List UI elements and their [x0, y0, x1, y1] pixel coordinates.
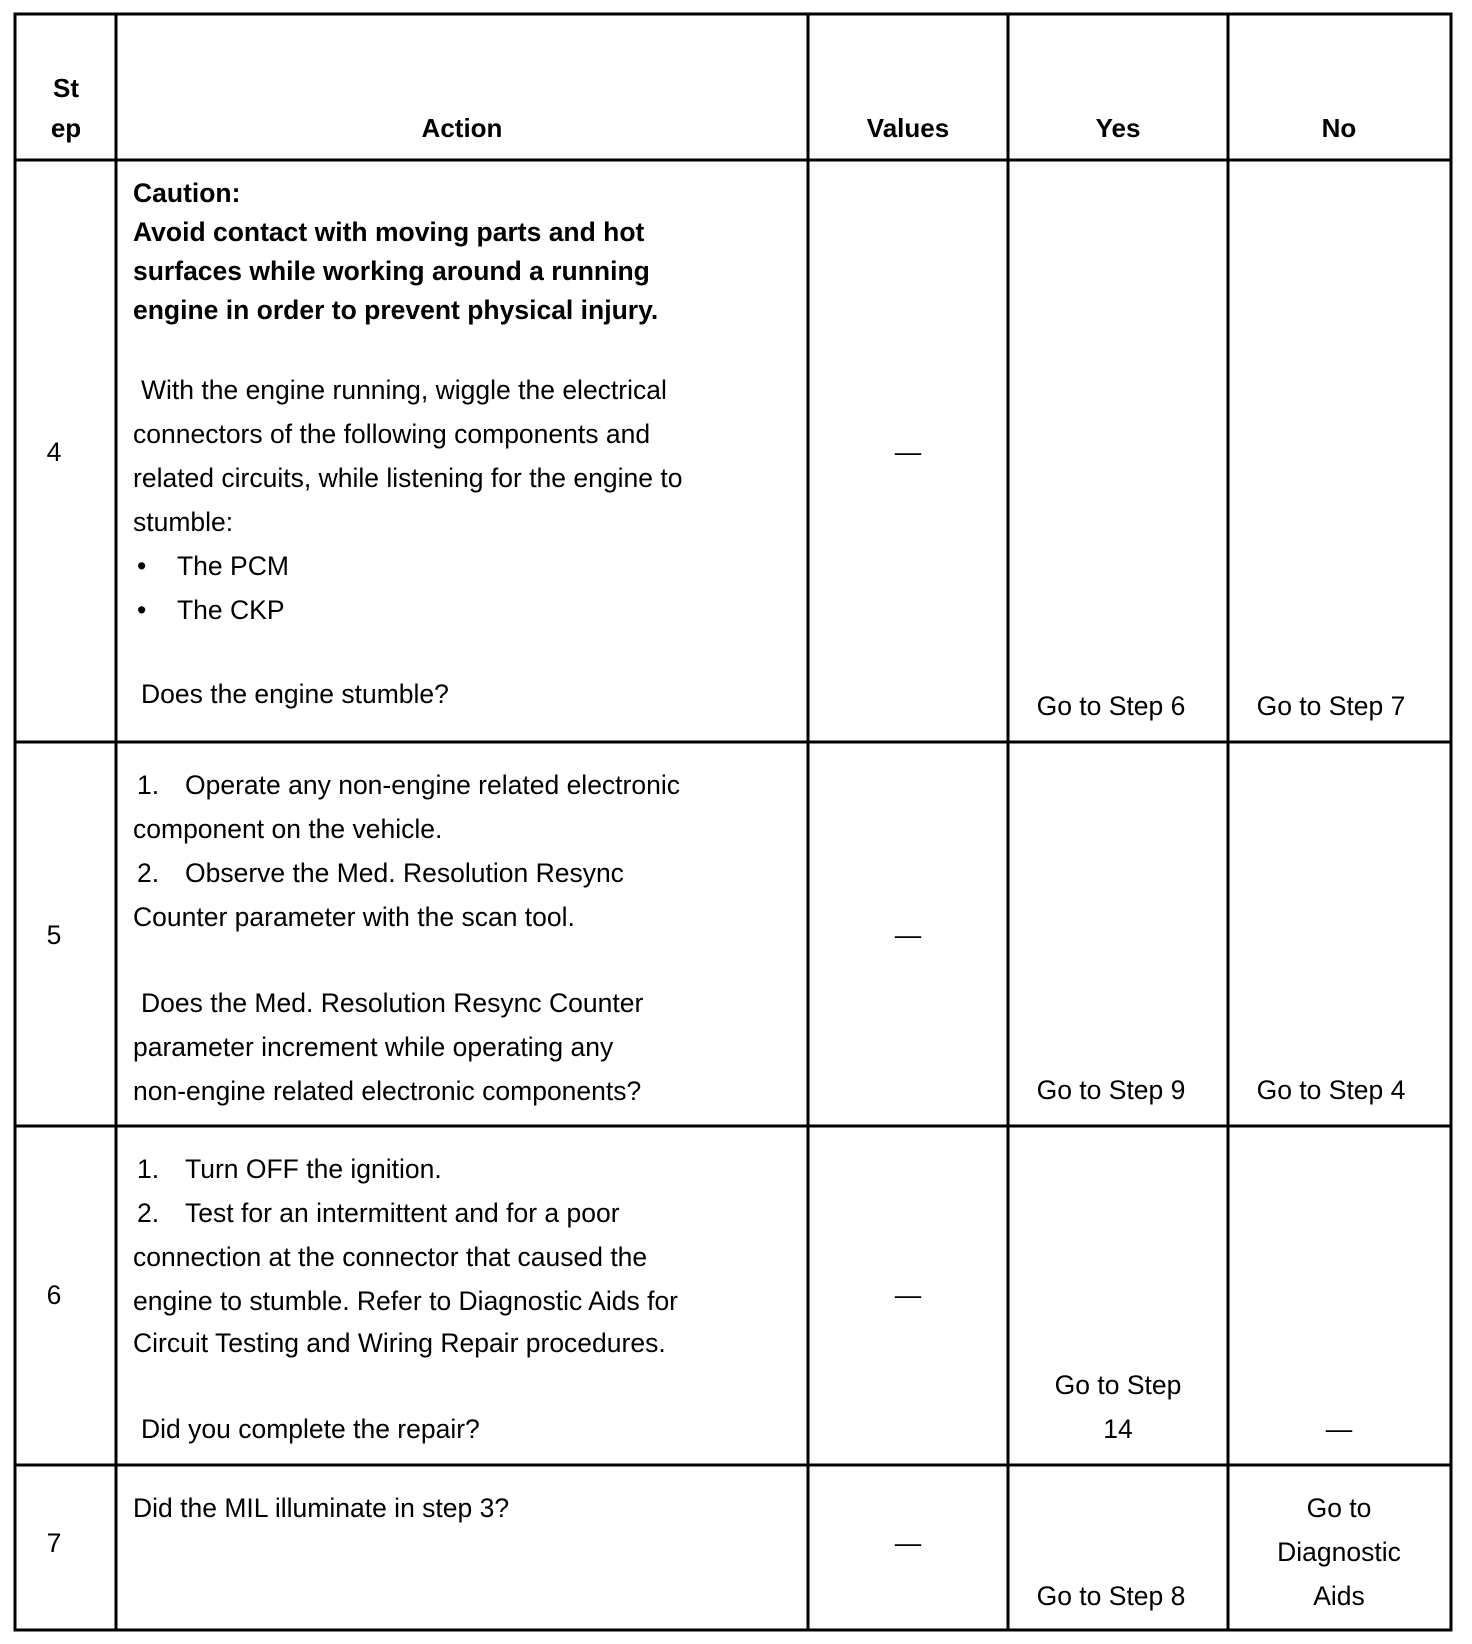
step-7-number: 7 [46, 1528, 62, 1558]
step-5-question: Does the Med. Resolution Resync Counter parameter increment while operating any non-engine related electronic components? [133, 988, 644, 1106]
step-4-no: Go to Step 7 [1256, 691, 1406, 721]
step-4-number: 4 [46, 437, 62, 467]
step-4-instructions: With the engine running, wiggle the electrical connectors of the following components and related circuits, while listening for the engine to stumble: • The PCM • The CKP [133, 368, 803, 632]
step-4-values: — [894, 437, 922, 467]
step-6-values: — [894, 1280, 922, 1310]
step-6-yes: Go to Step 14 [1054, 1370, 1182, 1444]
step-7-values: — [894, 1528, 922, 1558]
step-5-number: 5 [46, 920, 62, 950]
list-item: • The CKP [133, 588, 803, 632]
step-6-action: 1. Turn OFF the ignition. 2. Test for an intermittent and for a poor connection at the connector that caused the engine to stumble. Refer to Diagnostic Aids for Circuit Testing and Wiring Repair procedures. Did you complete the repair? [133, 1147, 803, 1451]
step-4-action [133, 174, 803, 716]
header-values: Values [866, 113, 950, 143]
header-action: Action [421, 113, 503, 143]
step-6-question: Did you complete the repair? [141, 1414, 480, 1444]
bullet-icon: • [137, 595, 147, 625]
step-4-yes: Go to Step 6 [1036, 691, 1186, 721]
list-item: 2. Observe the Med. Resolution Resync [137, 858, 624, 888]
step-7-yes: Go to Step 8 [1036, 1581, 1186, 1611]
list-item: 1. Turn OFF the ignition. [137, 1154, 442, 1184]
step-7-action: Did the MIL illuminate in step 3? [133, 1493, 510, 1523]
step-4-question: Does the engine stumble? [141, 679, 449, 709]
step-7-no: Go to Diagnostic Aids [1277, 1493, 1401, 1611]
header-step: St ep [50, 73, 82, 143]
step-5-yes: Go to Step 9 [1036, 1075, 1186, 1105]
list-item: 2. Test for an intermittent and for a poor [137, 1198, 620, 1228]
step-6-no: — [1325, 1414, 1353, 1444]
list-item: • The PCM [133, 544, 803, 588]
step-5-no: Go to Step 4 [1256, 1075, 1406, 1105]
step-5-action: 1. Operate any non-engine related electronic component on the vehicle. 2. Observe the Med. Resolution Resync Counter parameter with the scan tool. Does the Med. Resolution Resync Counter parameter increment while operating any non-engine related electronic components? [133, 763, 803, 1113]
step-6-number: 6 [46, 1280, 62, 1310]
caution-block: Caution: Avoid contact with moving parts and hot surfaces while working around a running engine in order to prevent physical injury. [133, 178, 659, 325]
header-no: No [1321, 113, 1357, 143]
header-yes: Yes [1095, 113, 1141, 143]
bullet-icon: • [137, 551, 147, 581]
list-item: 1. Operate any non-engine related electronic [137, 770, 680, 800]
step-5-values: — [894, 920, 922, 950]
